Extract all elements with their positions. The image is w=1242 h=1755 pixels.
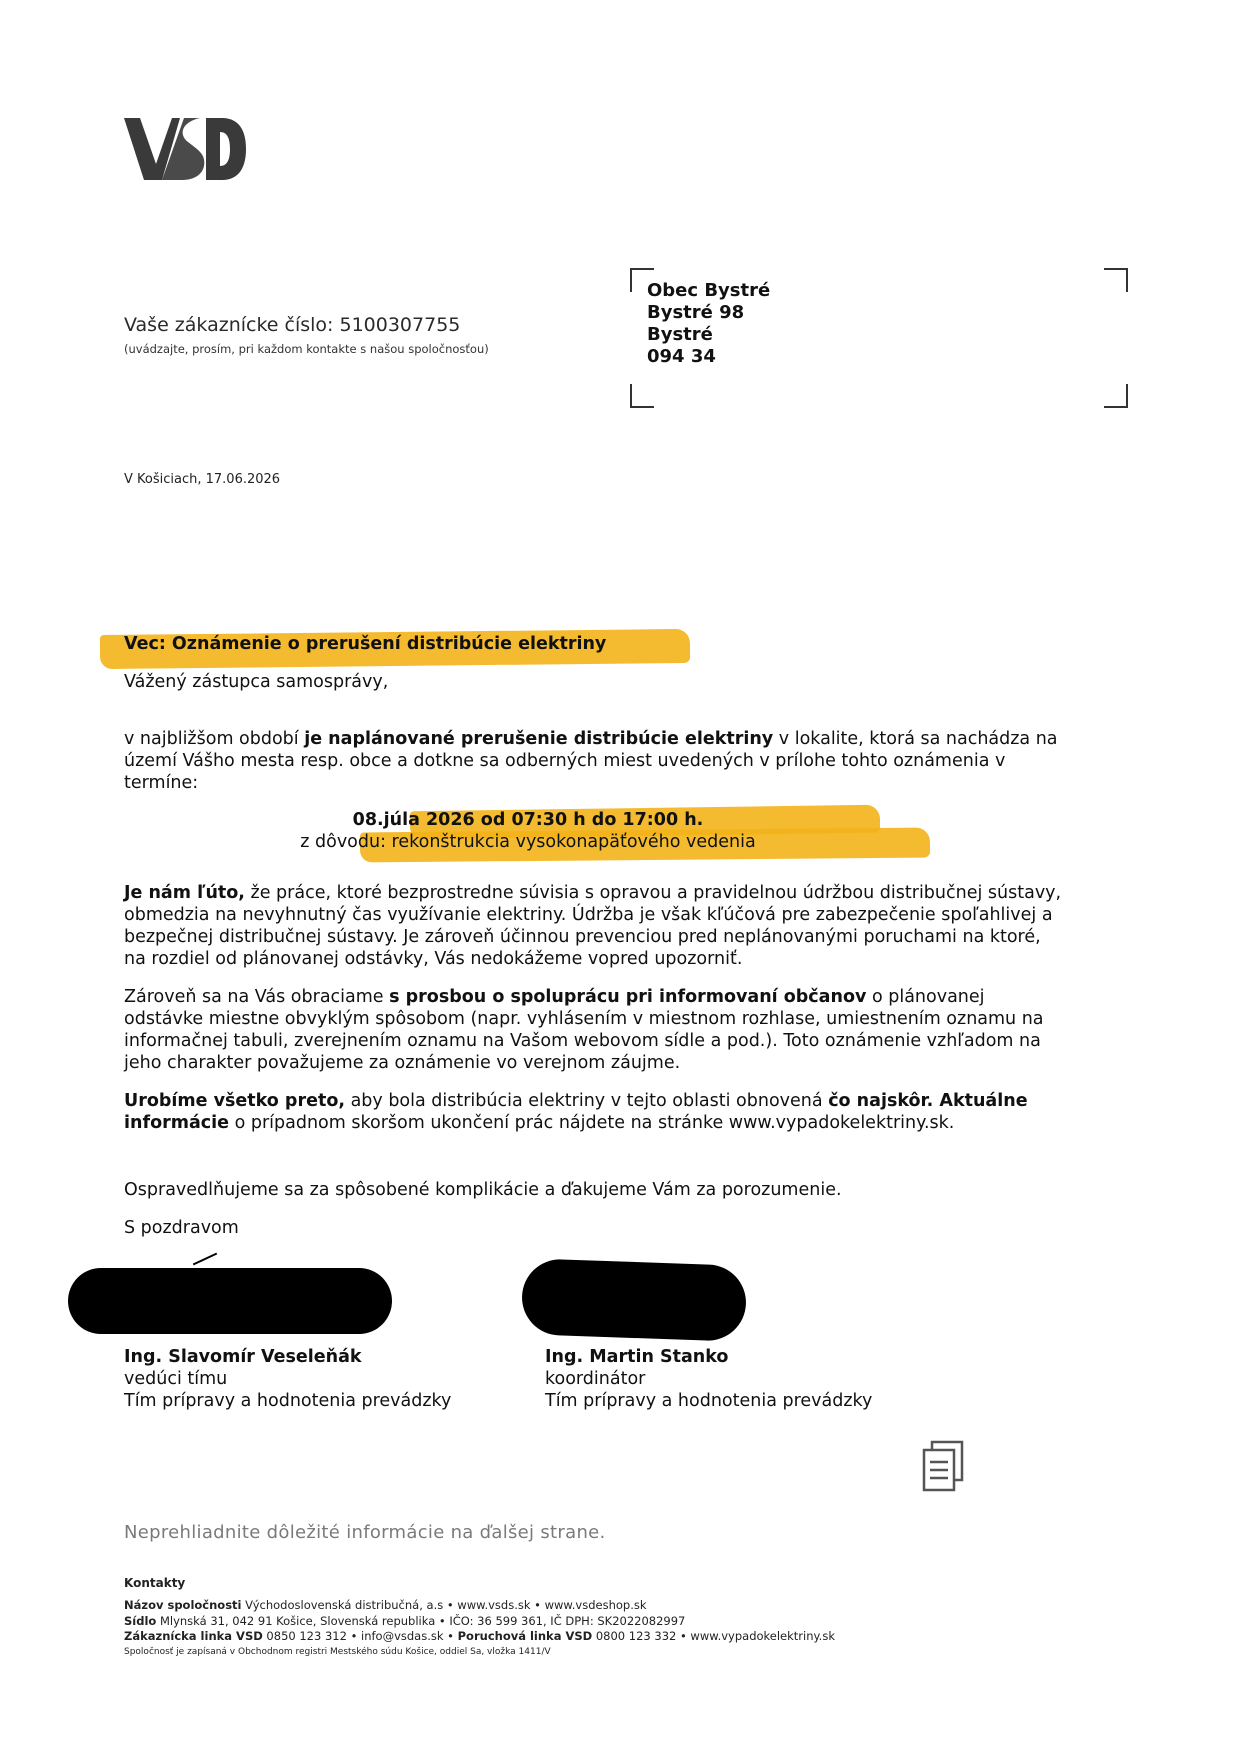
recipient-city: Bystré <box>647 324 713 345</box>
customer-number-note: (uvádzajte, prosím, pri každom kontakte s našou spoločnosťou) <box>124 342 489 356</box>
footer-label: Sídlo <box>124 1613 157 1628</box>
signatory-2-role: koordinátor <box>545 1369 646 1389</box>
footer-text: Mlynská 31, 042 91 Košice, Slovenská republika • IČO: 36 599 361, IČ DPH: SK2022082997 <box>156 1613 686 1628</box>
text-run-bold: Je nám ľúto, <box>124 883 245 903</box>
text-run-bold: s prosbou o spoluprácu pri informovaní občanov <box>389 987 867 1007</box>
footer-contacts <box>124 1598 835 1660</box>
signature-stroke <box>193 1253 217 1266</box>
text-run-bold: čo najskôr. Aktuálne informácie <box>124 1091 1028 1133</box>
outage-date: 08.júla 2026 od 07:30 h do 17:00 h. <box>352 810 704 830</box>
salutation: Vážený zástupca samosprávy, <box>124 672 389 692</box>
vsd-logo <box>122 116 246 182</box>
recipient-address <box>647 280 770 368</box>
footer-text: Východoslovenská distribučná, a.s • www.vsds.sk • www.vsdeshop.sk <box>241 1598 647 1612</box>
recipient-postcode: 094 34 <box>647 346 716 367</box>
documents-icon <box>922 1440 966 1492</box>
subject-line: Vec: Oznámenie o prerušení distribúcie elektriny <box>124 634 607 654</box>
closing-line: Ospravedlňujeme sa za spôsobené komplikácie a ďakujeme Vám za porozumenie. <box>124 1180 842 1200</box>
text-run: Zároveň sa na Vás obraciame <box>124 987 390 1007</box>
text-run: o plánovanej odstávke miestne obvyklým spôsobom (napr. vyhlásením v miestnom rozhlase, umiestnením oznamu na informačnej tabuli, zverejnením oznamu na Vašom webovom sídle a pod.). Toto oznámenie vzhľadom na jeho charakter považujeme za oznámenie vo verejnom záujme. <box>124 987 1044 1073</box>
text-run: v najbližšom období <box>124 729 305 749</box>
signatory-1-team: Tím prípravy a hodnotenia prevádzky <box>124 1391 452 1411</box>
next-page-notice: Neprehliadnite dôležité informácie na ďalšej strane. <box>124 1522 606 1543</box>
footer-label: Poruchová linka VSD <box>457 1629 593 1643</box>
footer-text: 0800 123 332 • www.vypadokelektriny.sk <box>592 1629 835 1643</box>
text-run: aby bola distribúcia elektriny v tejto oblasti obnovená <box>345 1091 829 1111</box>
signatory-1-name: Ing. Slavomír Veseleňák <box>124 1347 362 1367</box>
signatory-1 <box>124 1346 451 1412</box>
paragraph-intro <box>124 728 1064 794</box>
footer-label: Názov spoločnosti <box>124 1598 242 1612</box>
signatory-1-role: vedúci tímu <box>124 1369 228 1389</box>
footer-hotline-line <box>124 1629 835 1645</box>
signatory-2 <box>545 1346 872 1412</box>
outage-reason: z dôvodu: rekonštrukcia vysokonapäťového vedenia <box>300 832 756 852</box>
footer-seat-line <box>124 1614 835 1630</box>
text-run: že práce, ktoré bezprostredne súvisia s opravou a pravidelnou údržbou distribučnej sústavy, obmedzia na nevyhnutný čas využívanie elektriny. Údržba je však kľúčová pre zabezpečenie spoľahlivej a bezpečnej distribučnej sústavy. Je zároveň účinnou prevenciou pred neplánovanými poruchami na ktoré, na rozdiel od plánovanej odstávky, Vás nedokážeme vopred upozorniť. <box>124 883 1062 969</box>
paragraph-cooperation <box>124 986 1064 1074</box>
text-run-bold: Urobíme všetko preto, <box>124 1091 345 1111</box>
recipient-name: Obec Bystré <box>647 280 771 301</box>
signatory-2-team: Tím prípravy a hodnotenia prevádzky <box>545 1391 873 1411</box>
footer-text: 0850 123 312 • info@vsdas.sk • <box>262 1629 458 1643</box>
recipient-street: Bystré 98 <box>647 302 745 323</box>
text-run: o prípadnom skoršom ukončení prác nájdete na stránke www.vypadokelektriny.sk. <box>229 1113 955 1133</box>
paragraph-apology <box>124 882 1064 970</box>
text-run: v lokalite, ktorá sa nachádza na území Vášho mesta resp. obce a dotkne sa odberných miest uvedených v prílohe tohto oznámenia v termíne: <box>124 729 1058 793</box>
paragraph-restoration <box>124 1090 1064 1134</box>
footer-heading: Kontakty <box>124 1576 186 1590</box>
signatory-2-name: Ing. Martin Stanko <box>545 1347 729 1367</box>
customer-number: Vaše zákaznícke číslo: 5100307755 <box>124 314 461 336</box>
letter-date: V Košiciach, 17.06.2026 <box>124 472 281 487</box>
regards: S pozdravom <box>124 1218 239 1238</box>
text-run-bold: je naplánované prerušenie distribúcie elektriny <box>304 729 774 749</box>
footer-register-line: Spoločnosť je zapísaná v Obchodnom registri Mestského súdu Košice, oddiel Sa, vložka 1411/V <box>124 1646 551 1657</box>
redacted-signature-1 <box>68 1268 392 1334</box>
footer-company-line <box>124 1598 835 1614</box>
redacted-signature-2 <box>521 1258 748 1342</box>
footer-label: Zákaznícka linka VSD <box>124 1629 263 1643</box>
